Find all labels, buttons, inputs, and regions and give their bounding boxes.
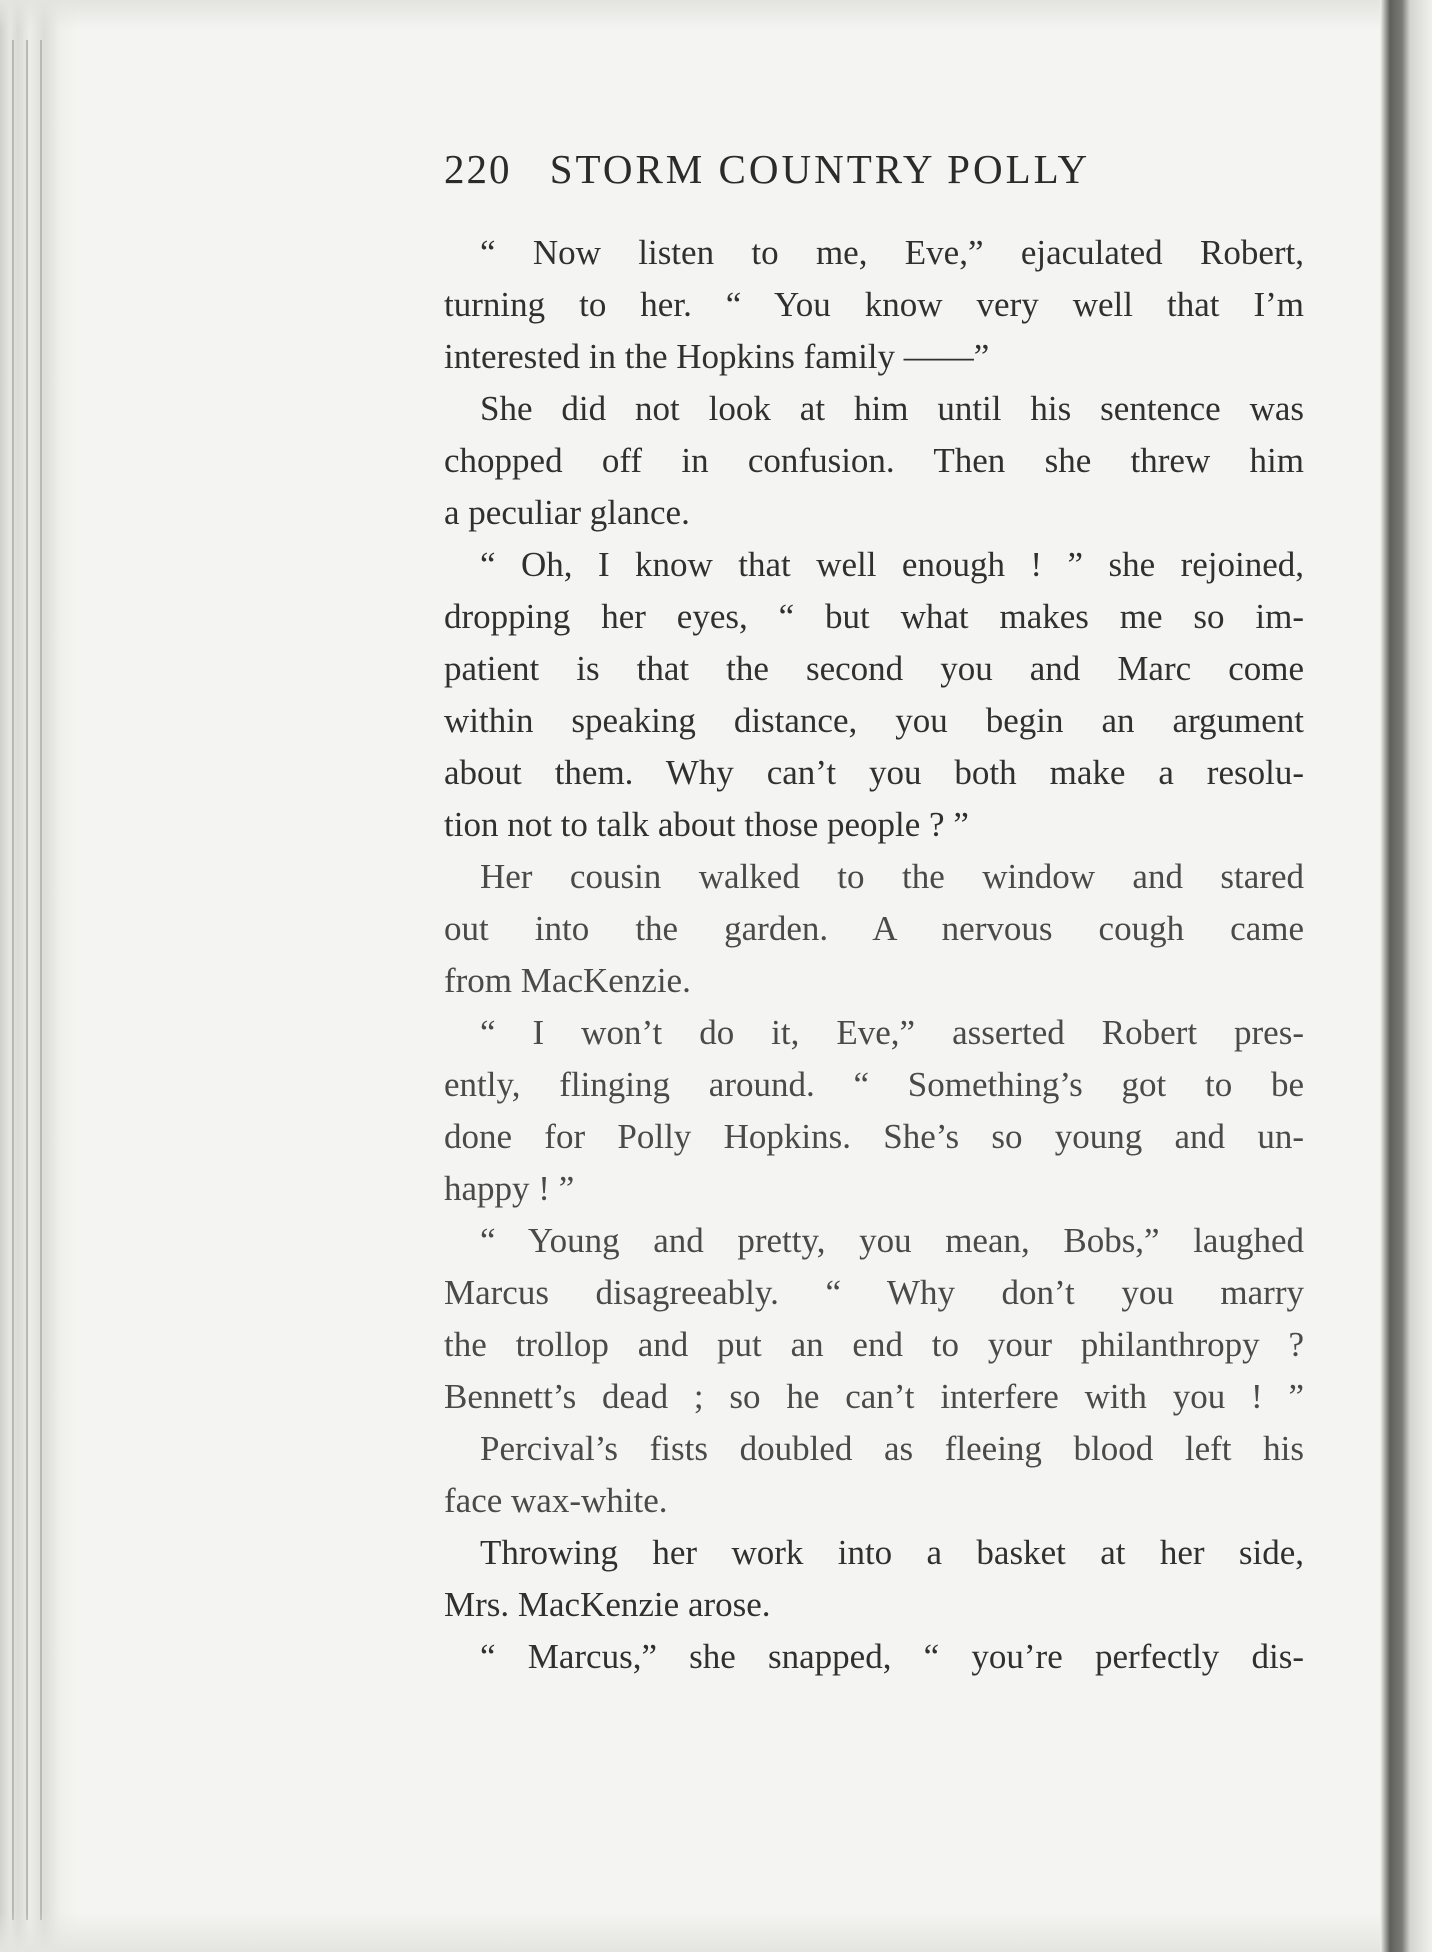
text-line: “ Marcus,” she snapped, “ you’re perfectly dis- bbox=[480, 1637, 1304, 1676]
text-line: turning to her. “ You know very well that I’m bbox=[444, 285, 1304, 324]
top-shadow bbox=[0, 0, 1432, 30]
text-line: “ Now listen to me, Eve,” ejaculated Robert, bbox=[480, 233, 1304, 272]
left-page-edges bbox=[0, 0, 78, 1952]
text-line: happy ! ” bbox=[444, 1169, 575, 1208]
text-line: a peculiar glance. bbox=[444, 493, 690, 532]
text-line: Marcus disagreeably. “ Why don’t you marry bbox=[444, 1273, 1304, 1312]
text-line: “ Oh, I know that well enough ! ” she rejoined, bbox=[480, 545, 1304, 584]
text-line: done for Polly Hopkins. She’s so young and un- bbox=[444, 1117, 1304, 1156]
text-line: within speaking distance, you begin an argument bbox=[444, 701, 1304, 740]
body-text bbox=[444, 227, 1304, 1683]
text-line: Percival’s fists doubled as fleeing blood left his bbox=[480, 1429, 1304, 1468]
text-line: from MacKenzie. bbox=[444, 961, 691, 1000]
right-binding-edge bbox=[1380, 0, 1432, 1952]
book-title: STORM COUNTRY POLLY bbox=[549, 146, 1091, 192]
page-edge-line bbox=[26, 40, 28, 1920]
bottom-shadow bbox=[0, 1912, 1432, 1952]
text-line: face wax-white. bbox=[444, 1481, 668, 1520]
running-head bbox=[444, 145, 1304, 205]
text-line: “ I won’t do it, Eve,” asserted Robert pres- bbox=[480, 1013, 1304, 1052]
text-line: Bennett’s dead ; so he can’t interfere with you ! ” bbox=[444, 1377, 1304, 1416]
text-line: “ Young and pretty, you mean, Bobs,” laughed bbox=[480, 1221, 1304, 1260]
text-line: ently, flinging around. “ Something’s got to be bbox=[444, 1065, 1304, 1104]
text-line: She did not look at him until his sentence was bbox=[480, 389, 1304, 428]
text-line: Mrs. MacKenzie arose. bbox=[444, 1585, 771, 1624]
text-line: interested in the Hopkins family ——” bbox=[444, 337, 990, 376]
text-line: tion not to talk about those people ? ” bbox=[444, 805, 969, 844]
text-line: chopped off in confusion. Then she threw him bbox=[444, 441, 1304, 480]
text-line: the trollop and put an end to your philanthropy ? bbox=[444, 1325, 1304, 1364]
text-line: about them. Why can’t you both make a resolu- bbox=[444, 753, 1304, 792]
page-number: 220 bbox=[444, 146, 512, 192]
page-edge-line bbox=[12, 40, 14, 1920]
text-line: out into the garden. A nervous cough came bbox=[444, 909, 1304, 948]
text-line: dropping her eyes, “ but what makes me so im- bbox=[444, 597, 1304, 636]
text-line: Her cousin walked to the window and stared bbox=[480, 857, 1304, 896]
text-line: patient is that the second you and Marc come bbox=[444, 649, 1304, 688]
text-line: Throwing her work into a basket at her side, bbox=[480, 1533, 1304, 1572]
page-edge-line bbox=[40, 40, 42, 1920]
